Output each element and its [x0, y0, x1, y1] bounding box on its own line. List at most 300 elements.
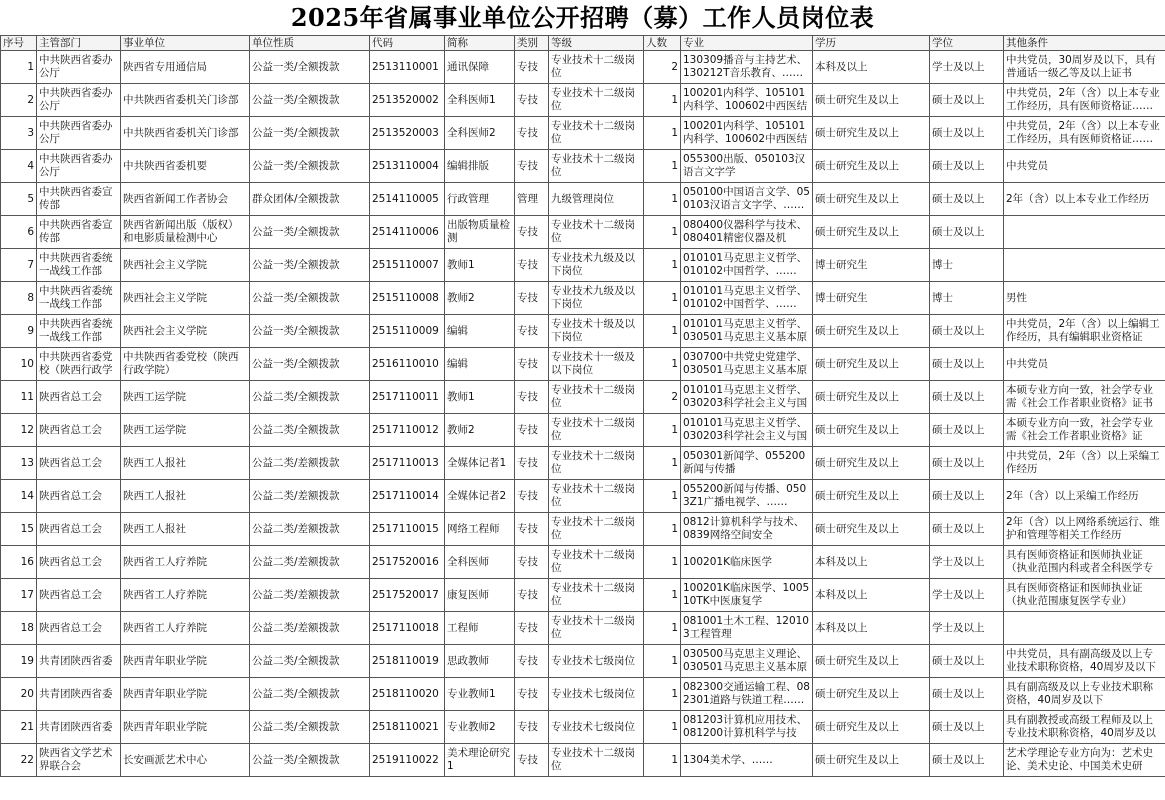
- cell-count[interactable]: [644, 678, 681, 711]
- cell-dept[interactable]: [37, 282, 121, 315]
- cell-level[interactable]: [549, 315, 644, 348]
- cell-dept[interactable]: [37, 480, 121, 513]
- cell-unit[interactable]: [121, 51, 250, 84]
- cell-edu[interactable]: [813, 447, 930, 480]
- cell-code[interactable]: [370, 381, 445, 414]
- cell-major[interactable]: [681, 315, 813, 348]
- cell-other[interactable]: [1004, 546, 1165, 579]
- cell-count[interactable]: [644, 645, 681, 678]
- cell-nature[interactable]: [250, 546, 370, 579]
- cell-edu[interactable]: [813, 546, 930, 579]
- col-dept-header[interactable]: 主管部门: [37, 36, 121, 51]
- cell-code[interactable]: [370, 612, 445, 645]
- cell-edu[interactable]: [813, 183, 930, 216]
- cell-dept[interactable]: [37, 51, 121, 84]
- cell-code[interactable]: [370, 678, 445, 711]
- cell-no[interactable]: [1, 51, 37, 84]
- cell-code[interactable]: [370, 51, 445, 84]
- cell-other[interactable]: [1004, 282, 1165, 315]
- cell-other[interactable]: [1004, 480, 1165, 513]
- cell-dept[interactable]: [37, 645, 121, 678]
- cell-other[interactable]: [1004, 249, 1165, 282]
- cell-no[interactable]: [1, 117, 37, 150]
- col-cat-header[interactable]: 类别: [515, 36, 549, 51]
- cell-nature[interactable]: [250, 480, 370, 513]
- cell-other[interactable]: [1004, 645, 1165, 678]
- cell-cat[interactable]: [515, 216, 549, 249]
- cell-cat[interactable]: [515, 678, 549, 711]
- cell-dept[interactable]: [37, 84, 121, 117]
- cell-dept[interactable]: [37, 249, 121, 282]
- cell-edu[interactable]: [813, 216, 930, 249]
- cell-dept[interactable]: [37, 315, 121, 348]
- cell-major[interactable]: [681, 150, 813, 183]
- cell-edu[interactable]: [813, 84, 930, 117]
- cell-dept[interactable]: [37, 183, 121, 216]
- cell-other[interactable]: [1004, 183, 1165, 216]
- cell-no[interactable]: [1, 546, 37, 579]
- cell-count[interactable]: [644, 150, 681, 183]
- cell-dept[interactable]: [37, 348, 121, 381]
- cell-no[interactable]: [1, 645, 37, 678]
- cell-unit[interactable]: [121, 282, 250, 315]
- cell-level[interactable]: [549, 645, 644, 678]
- cell-degree[interactable]: [930, 612, 1004, 645]
- cell-unit[interactable]: [121, 381, 250, 414]
- cell-edu[interactable]: [813, 315, 930, 348]
- cell-cat[interactable]: [515, 51, 549, 84]
- col-degree-header[interactable]: 学位: [930, 36, 1004, 51]
- cell-unit[interactable]: [121, 744, 250, 777]
- col-major-header[interactable]: 专业: [681, 36, 813, 51]
- cell-nature[interactable]: [250, 84, 370, 117]
- cell-unit[interactable]: [121, 480, 250, 513]
- cell-unit[interactable]: [121, 645, 250, 678]
- cell-count[interactable]: [644, 51, 681, 84]
- cell-count[interactable]: [644, 348, 681, 381]
- cell-code[interactable]: [370, 513, 445, 546]
- cell-no[interactable]: [1, 579, 37, 612]
- cell-edu[interactable]: [813, 645, 930, 678]
- cell-no[interactable]: [1, 315, 37, 348]
- cell-count[interactable]: [644, 117, 681, 150]
- cell-other[interactable]: [1004, 414, 1165, 447]
- cell-dept[interactable]: [37, 447, 121, 480]
- cell-degree[interactable]: [930, 216, 1004, 249]
- cell-abbr[interactable]: [445, 84, 515, 117]
- cell-edu[interactable]: [813, 117, 930, 150]
- cell-abbr[interactable]: [445, 447, 515, 480]
- cell-edu[interactable]: [813, 51, 930, 84]
- cell-major[interactable]: [681, 183, 813, 216]
- cell-no[interactable]: [1, 348, 37, 381]
- cell-major[interactable]: [681, 711, 813, 744]
- cell-code[interactable]: [370, 480, 445, 513]
- cell-degree[interactable]: [930, 579, 1004, 612]
- cell-degree[interactable]: [930, 414, 1004, 447]
- cell-major[interactable]: [681, 414, 813, 447]
- cell-count[interactable]: [644, 315, 681, 348]
- cell-nature[interactable]: [250, 612, 370, 645]
- cell-code[interactable]: [370, 645, 445, 678]
- cell-degree[interactable]: [930, 282, 1004, 315]
- cell-dept[interactable]: [37, 744, 121, 777]
- cell-nature[interactable]: [250, 711, 370, 744]
- cell-dept[interactable]: [37, 117, 121, 150]
- cell-edu[interactable]: [813, 612, 930, 645]
- cell-count[interactable]: [644, 447, 681, 480]
- cell-cat[interactable]: [515, 744, 549, 777]
- cell-edu[interactable]: [813, 381, 930, 414]
- cell-level[interactable]: [549, 216, 644, 249]
- cell-cat[interactable]: [515, 282, 549, 315]
- cell-unit[interactable]: [121, 447, 250, 480]
- cell-count[interactable]: [644, 216, 681, 249]
- cell-other[interactable]: [1004, 117, 1165, 150]
- cell-abbr[interactable]: [445, 381, 515, 414]
- cell-nature[interactable]: [250, 447, 370, 480]
- cell-major[interactable]: [681, 612, 813, 645]
- cell-code[interactable]: [370, 414, 445, 447]
- cell-dept[interactable]: [37, 150, 121, 183]
- cell-degree[interactable]: [930, 51, 1004, 84]
- cell-degree[interactable]: [930, 315, 1004, 348]
- cell-abbr[interactable]: [445, 249, 515, 282]
- cell-count[interactable]: [644, 513, 681, 546]
- cell-abbr[interactable]: [445, 711, 515, 744]
- cell-level[interactable]: [549, 249, 644, 282]
- cell-dept[interactable]: [37, 216, 121, 249]
- cell-count[interactable]: [644, 546, 681, 579]
- cell-major[interactable]: [681, 513, 813, 546]
- cell-degree[interactable]: [930, 150, 1004, 183]
- cell-nature[interactable]: [250, 579, 370, 612]
- cell-code[interactable]: [370, 315, 445, 348]
- cell-edu[interactable]: [813, 744, 930, 777]
- cell-nature[interactable]: [250, 183, 370, 216]
- cell-abbr[interactable]: [445, 117, 515, 150]
- cell-cat[interactable]: [515, 117, 549, 150]
- cell-level[interactable]: [549, 150, 644, 183]
- cell-edu[interactable]: [813, 480, 930, 513]
- cell-major[interactable]: [681, 480, 813, 513]
- cell-other[interactable]: [1004, 51, 1165, 84]
- cell-nature[interactable]: [250, 645, 370, 678]
- cell-other[interactable]: [1004, 216, 1165, 249]
- cell-count[interactable]: [644, 282, 681, 315]
- cell-level[interactable]: [549, 546, 644, 579]
- cell-nature[interactable]: [250, 348, 370, 381]
- cell-level[interactable]: [549, 447, 644, 480]
- cell-edu[interactable]: [813, 348, 930, 381]
- cell-other[interactable]: [1004, 348, 1165, 381]
- cell-level[interactable]: [549, 480, 644, 513]
- cell-level[interactable]: [549, 579, 644, 612]
- cell-unit[interactable]: [121, 216, 250, 249]
- cell-degree[interactable]: [930, 381, 1004, 414]
- cell-code[interactable]: [370, 546, 445, 579]
- cell-text: 专技: [517, 291, 538, 304]
- cell-cat[interactable]: [515, 315, 549, 348]
- cell-abbr[interactable]: [445, 51, 515, 84]
- cell-edu[interactable]: [813, 249, 930, 282]
- cell-count[interactable]: [644, 744, 681, 777]
- cell-unit[interactable]: [121, 546, 250, 579]
- cell-unit[interactable]: [121, 414, 250, 447]
- cell-degree[interactable]: [930, 447, 1004, 480]
- cell-unit[interactable]: [121, 150, 250, 183]
- cell-dept[interactable]: [37, 381, 121, 414]
- cell-unit[interactable]: [121, 117, 250, 150]
- cell-dept[interactable]: [37, 414, 121, 447]
- cell-edu[interactable]: [813, 579, 930, 612]
- cell-count[interactable]: [644, 480, 681, 513]
- cell-major[interactable]: [681, 678, 813, 711]
- cell-major[interactable]: [681, 546, 813, 579]
- cell-no[interactable]: [1, 381, 37, 414]
- cell-degree[interactable]: [930, 480, 1004, 513]
- cell-unit[interactable]: [121, 84, 250, 117]
- cell-dept[interactable]: [37, 513, 121, 546]
- cell-abbr[interactable]: [445, 282, 515, 315]
- cell-abbr[interactable]: [445, 546, 515, 579]
- cell-cat[interactable]: [515, 612, 549, 645]
- col-count-header[interactable]: 人数: [644, 36, 681, 51]
- cell-edu[interactable]: [813, 513, 930, 546]
- cell-abbr[interactable]: [445, 183, 515, 216]
- cell-level[interactable]: [549, 612, 644, 645]
- cell-unit[interactable]: [121, 678, 250, 711]
- cell-no[interactable]: [1, 414, 37, 447]
- cell-nature[interactable]: [250, 678, 370, 711]
- cell-code[interactable]: [370, 84, 445, 117]
- cell-count[interactable]: [644, 381, 681, 414]
- cell-code[interactable]: [370, 744, 445, 777]
- cell-degree[interactable]: [930, 84, 1004, 117]
- col-code-header[interactable]: 代码: [370, 36, 445, 51]
- cell-no[interactable]: [1, 711, 37, 744]
- cell-code[interactable]: [370, 216, 445, 249]
- cell-abbr[interactable]: [445, 414, 515, 447]
- cell-degree[interactable]: [930, 117, 1004, 150]
- cell-code[interactable]: [370, 579, 445, 612]
- cell-level[interactable]: [549, 381, 644, 414]
- cell-edu[interactable]: [813, 711, 930, 744]
- cell-edu[interactable]: [813, 282, 930, 315]
- cell-nature[interactable]: [250, 744, 370, 777]
- col-no-header[interactable]: 序号: [1, 36, 37, 51]
- cell-level[interactable]: [549, 183, 644, 216]
- cell-abbr[interactable]: [445, 150, 515, 183]
- cell-major[interactable]: [681, 51, 813, 84]
- cell-count[interactable]: [644, 414, 681, 447]
- cell-other[interactable]: [1004, 711, 1165, 744]
- cell-degree[interactable]: [930, 513, 1004, 546]
- cell-major[interactable]: [681, 216, 813, 249]
- cell-code[interactable]: [370, 282, 445, 315]
- cell-major[interactable]: [681, 84, 813, 117]
- cell-abbr[interactable]: [445, 612, 515, 645]
- cell-level[interactable]: [549, 348, 644, 381]
- cell-count[interactable]: [644, 183, 681, 216]
- cell-cat[interactable]: [515, 414, 549, 447]
- cell-level[interactable]: [549, 84, 644, 117]
- cell-cat[interactable]: [515, 348, 549, 381]
- cell-no[interactable]: [1, 216, 37, 249]
- cell-other[interactable]: [1004, 447, 1165, 480]
- col-abbr-header[interactable]: 简称: [445, 36, 515, 51]
- cell-abbr[interactable]: [445, 348, 515, 381]
- cell-level[interactable]: [549, 414, 644, 447]
- cell-major[interactable]: [681, 381, 813, 414]
- col-nature-header[interactable]: 单位性质: [250, 36, 370, 51]
- cell-cat[interactable]: [515, 645, 549, 678]
- cell-abbr[interactable]: [445, 216, 515, 249]
- cell-unit[interactable]: [121, 513, 250, 546]
- cell-level[interactable]: [549, 117, 644, 150]
- cell-no[interactable]: [1, 183, 37, 216]
- cell-level[interactable]: [549, 51, 644, 84]
- cell-other[interactable]: [1004, 612, 1165, 645]
- cell-dept[interactable]: [37, 711, 121, 744]
- cell-cat[interactable]: [515, 711, 549, 744]
- cell-unit[interactable]: [121, 579, 250, 612]
- cell-dept[interactable]: [37, 546, 121, 579]
- cell-other[interactable]: [1004, 84, 1165, 117]
- cell-level[interactable]: [549, 711, 644, 744]
- cell-unit[interactable]: [121, 183, 250, 216]
- cell-no[interactable]: [1, 249, 37, 282]
- cell-other[interactable]: [1004, 579, 1165, 612]
- cell-other[interactable]: [1004, 381, 1165, 414]
- cell-other[interactable]: [1004, 678, 1165, 711]
- cell-cat[interactable]: [515, 513, 549, 546]
- cell-level[interactable]: [549, 744, 644, 777]
- cell-major[interactable]: [681, 744, 813, 777]
- cell-degree[interactable]: [930, 546, 1004, 579]
- cell-major[interactable]: [681, 447, 813, 480]
- cell-major[interactable]: [681, 117, 813, 150]
- cell-unit[interactable]: [121, 711, 250, 744]
- cell-code[interactable]: [370, 348, 445, 381]
- col-other-header[interactable]: 其他条件: [1004, 36, 1165, 51]
- cell-cat[interactable]: [515, 249, 549, 282]
- cell-major[interactable]: [681, 348, 813, 381]
- cell-degree[interactable]: [930, 645, 1004, 678]
- cell-count[interactable]: [644, 579, 681, 612]
- cell-nature[interactable]: [250, 282, 370, 315]
- cell-nature[interactable]: [250, 117, 370, 150]
- cell-degree[interactable]: [930, 348, 1004, 381]
- cell-no[interactable]: [1, 744, 37, 777]
- cell-abbr[interactable]: [445, 480, 515, 513]
- cell-cat[interactable]: [515, 579, 549, 612]
- cell-degree[interactable]: [930, 744, 1004, 777]
- cell-count[interactable]: [644, 249, 681, 282]
- cell-other[interactable]: [1004, 315, 1165, 348]
- cell-nature[interactable]: [250, 513, 370, 546]
- cell-cat[interactable]: [515, 480, 549, 513]
- cell-no[interactable]: [1, 513, 37, 546]
- cell-major[interactable]: [681, 579, 813, 612]
- cell-code[interactable]: [370, 117, 445, 150]
- cell-other[interactable]: [1004, 744, 1165, 777]
- cell-cat[interactable]: [515, 546, 549, 579]
- cell-no[interactable]: [1, 480, 37, 513]
- cell-nature[interactable]: [250, 381, 370, 414]
- cell-count[interactable]: [644, 84, 681, 117]
- cell-nature[interactable]: [250, 216, 370, 249]
- cell-code[interactable]: [370, 447, 445, 480]
- cell-nature[interactable]: [250, 150, 370, 183]
- cell-no[interactable]: [1, 447, 37, 480]
- cell-cat[interactable]: [515, 447, 549, 480]
- cell-unit[interactable]: [121, 612, 250, 645]
- cell-unit[interactable]: [121, 348, 250, 381]
- cell-degree[interactable]: [930, 249, 1004, 282]
- cell-no[interactable]: [1, 282, 37, 315]
- cell-degree[interactable]: [930, 678, 1004, 711]
- cell-no[interactable]: [1, 678, 37, 711]
- cell-major[interactable]: [681, 282, 813, 315]
- cell-nature[interactable]: [250, 315, 370, 348]
- cell-major[interactable]: [681, 645, 813, 678]
- cell-count[interactable]: [644, 711, 681, 744]
- cell-no[interactable]: [1, 612, 37, 645]
- cell-level[interactable]: [549, 678, 644, 711]
- cell-edu[interactable]: [813, 414, 930, 447]
- col-unit-header[interactable]: 事业单位: [121, 36, 250, 51]
- cell-other[interactable]: [1004, 150, 1165, 183]
- cell-edu[interactable]: [813, 150, 930, 183]
- cell-cat[interactable]: [515, 84, 549, 117]
- cell-nature[interactable]: [250, 414, 370, 447]
- cell-dept[interactable]: [37, 612, 121, 645]
- cell-abbr[interactable]: [445, 645, 515, 678]
- cell-cat[interactable]: [515, 183, 549, 216]
- cell-cat[interactable]: [515, 381, 549, 414]
- cell-degree[interactable]: [930, 711, 1004, 744]
- cell-dept[interactable]: [37, 579, 121, 612]
- cell-code[interactable]: [370, 711, 445, 744]
- cell-count[interactable]: [644, 612, 681, 645]
- cell-abbr[interactable]: [445, 678, 515, 711]
- cell-cat[interactable]: [515, 150, 549, 183]
- cell-abbr[interactable]: [445, 315, 515, 348]
- cell-unit[interactable]: [121, 249, 250, 282]
- cell-no[interactable]: [1, 84, 37, 117]
- cell-abbr[interactable]: [445, 513, 515, 546]
- cell-major[interactable]: [681, 249, 813, 282]
- col-edu-header[interactable]: 学历: [813, 36, 930, 51]
- cell-dept[interactable]: [37, 678, 121, 711]
- cell-other[interactable]: [1004, 513, 1165, 546]
- cell-code[interactable]: [370, 150, 445, 183]
- cell-abbr[interactable]: [445, 579, 515, 612]
- cell-abbr[interactable]: [445, 744, 515, 777]
- cell-no[interactable]: [1, 150, 37, 183]
- cell-edu[interactable]: [813, 678, 930, 711]
- cell-code[interactable]: [370, 183, 445, 216]
- cell-level[interactable]: [549, 282, 644, 315]
- cell-nature[interactable]: [250, 51, 370, 84]
- cell-code[interactable]: [370, 249, 445, 282]
- cell-level[interactable]: [549, 513, 644, 546]
- cell-unit[interactable]: [121, 315, 250, 348]
- col-level-header[interactable]: 等级: [549, 36, 644, 51]
- cell-degree[interactable]: [930, 183, 1004, 216]
- cell-nature[interactable]: [250, 249, 370, 282]
